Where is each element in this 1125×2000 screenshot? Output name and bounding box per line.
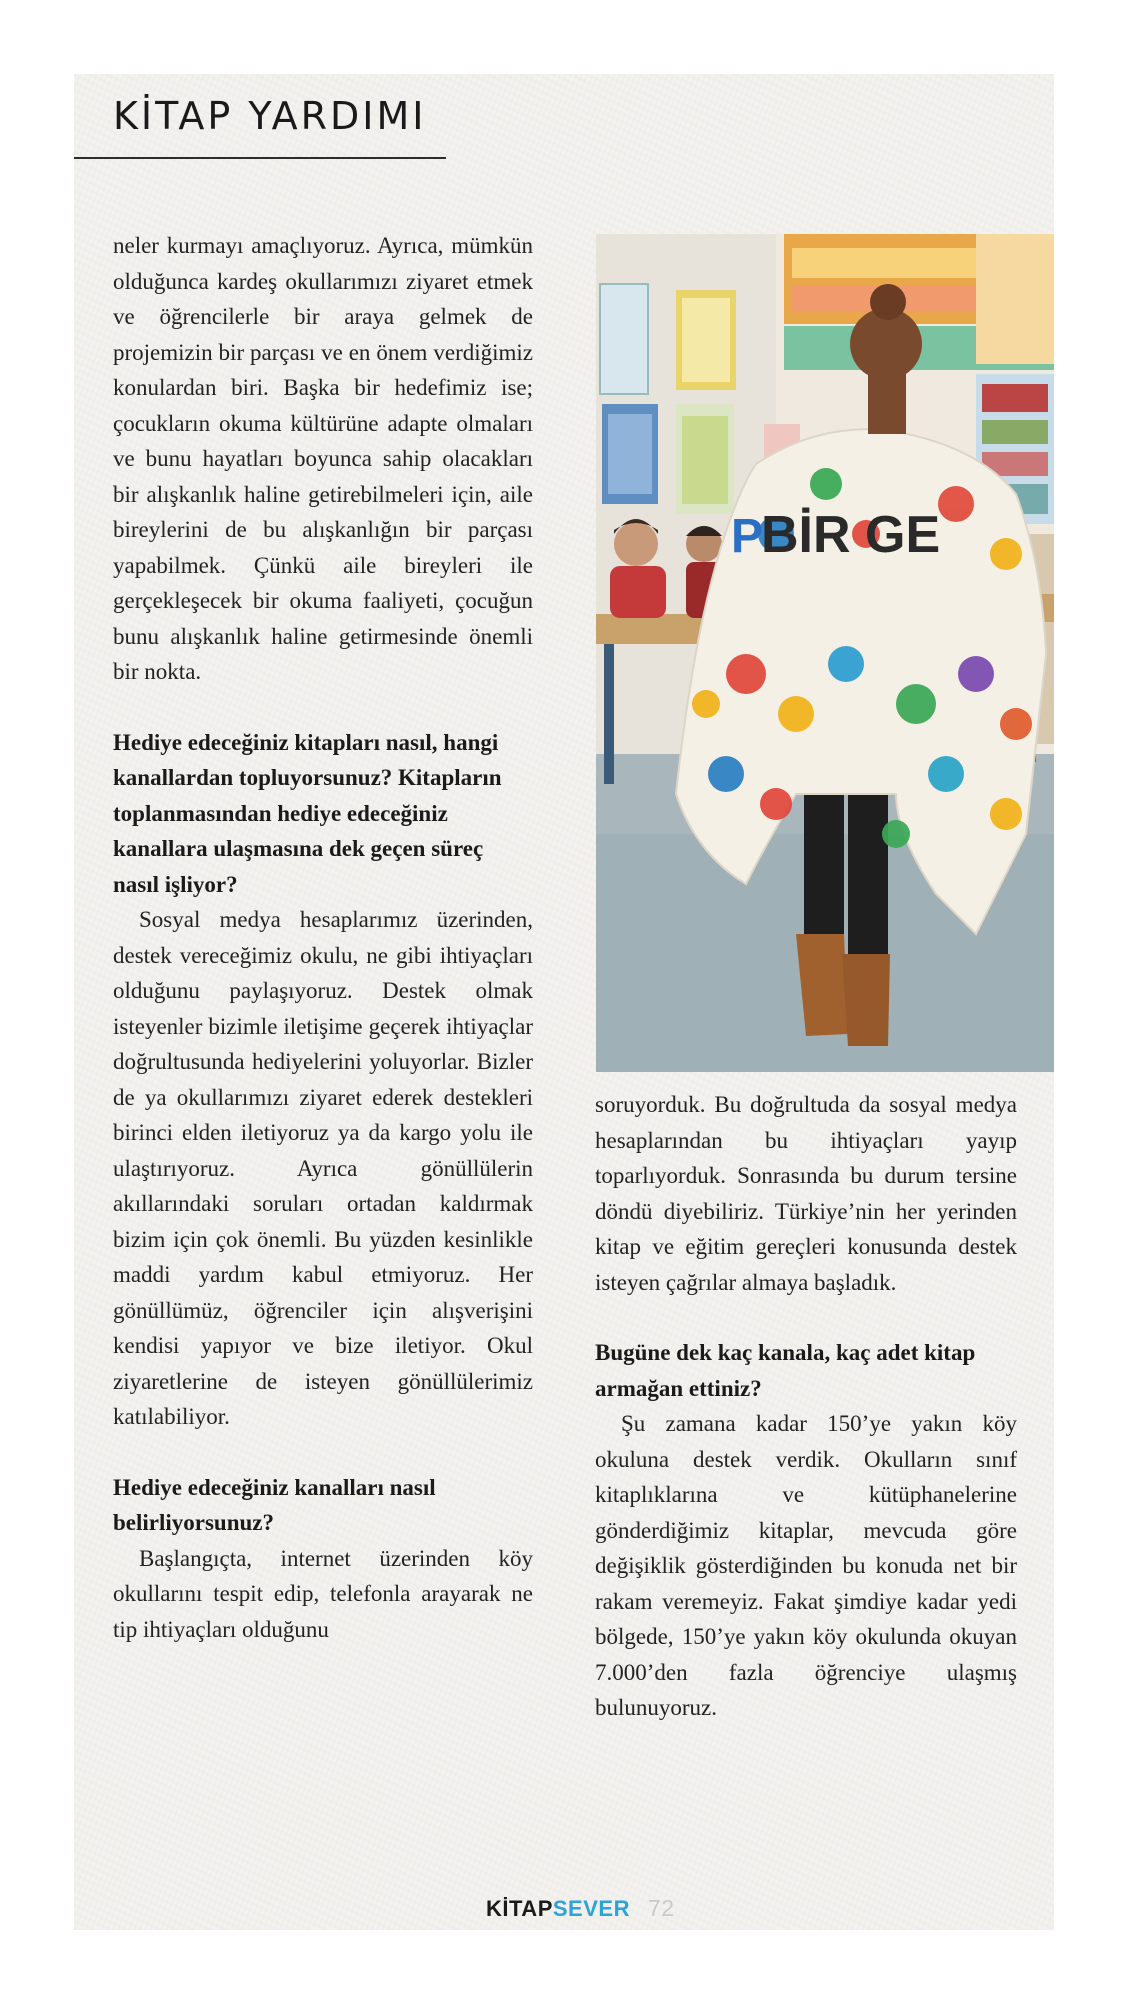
spacer — [113, 1435, 533, 1470]
spacer — [113, 690, 533, 725]
question-heading-channels: Hediye edeceğiniz kanalları nasıl belirliyorsunuz? — [113, 1474, 436, 1535]
classroom-photo — [596, 234, 1054, 1072]
header-divider — [74, 157, 446, 159]
paragraph-goals: neler kurmayı amaçlıyoruz. Ayrıca, mümkün olduğunca kardeş okullarımızı ziyaret etmek ve öğrencilerle bir araya gelmek de projemizin bir parçası ve en önem verdiğimiz konulardan biri. Başka bir hedefimiz ise; çocukların okuma kültürüne adapte olmaları ve bunu hayatları boyunca sahip olacakları bir alışkanlık haline getirebilmeleri için, aile bireylerini de bu alışkanlığın bir parçası yapabilmek. Çünkü aile bireyleri ile gerçekleşecek bir okuma faaliyeti, çocuğun bunu alışkanlık haline getirmesinde önemli bir nokta. — [113, 233, 533, 684]
page-footer — [486, 1895, 675, 1922]
left-column — [113, 228, 533, 1647]
brand-logo-part2: SEVER — [552, 1896, 630, 1921]
cape-lettering-prefix: P — [731, 510, 764, 563]
brand-logo-part1: KİTAP — [486, 1896, 553, 1921]
question-heading-collection: Hediye edeceğiniz kitapları nasıl, hangi kanallardan topluyorsunuz? Kitapların toplanmasından hediye edeceğiniz kanallara ulaşmasına dek geçen süreç nasıl işliyor? — [113, 729, 502, 897]
right-column — [595, 1087, 1017, 1726]
answer-channels: Başlangıçta, internet üzerinden köy okullarını tespit edip, telefonla arayarak ne tip ihtiyaçları olduğunu — [113, 1545, 533, 1642]
section-title: KİTAP YARDIMI — [113, 94, 427, 138]
spacer — [595, 1300, 1017, 1335]
paragraph-continuation: soruyorduk. Bu doğrultuda da sosyal medya hesaplarından bu ihtiyaçları yayıp toparlıyorduk. Sonrasında bu durum tersine döndü diyebiliriz. Türkiye’nin her yerinden kitap ve eğitim gereçleri konusunda destek isteyen çağrılar almaya başladık. — [595, 1092, 1017, 1295]
answer-count: Şu zamana kadar 150’ye yakın köy okuluna destek verdik. Okulların sınıf kitaplıklarına ve kütüphanelerine gönderdiğimiz kitaplar, mevcuda göre değişiklik gösterdiğinden bu konuda net bir rakam veremeyiz. Fakat şimdiye kadar yedi bölgede, 150’ye yakın köy okulunda okuyan 7.000’den fazla öğrenciye ulaşmış bulunuyoruz. — [595, 1411, 1017, 1720]
page-number: 72 — [647, 1895, 675, 1921]
cape-lettering: BİR GE — [761, 506, 941, 564]
answer-collection: Sosyal medya hesaplarımız üzerinden, destek vereceğimiz okulu, ne gibi ihtiyaçları olduğunu paylaşıyoruz. Destek olmak isteyenler bizimle iletişime geçerek ihtiyaçlar doğrultusunda hediyelerini yoluyorlar. Bizler de ya okullarımızı ziyaret ederek destekleri birinci elden iletiyoruz ya da kargo yolu ile ulaştırıyoruz. Ayrıca gönüllülerin akıllarındaki soruları ortadan kaldırmak bizim için çok önemli. Bu yüzden kesinlikle maddi yardım kabul etmiyoruz. Her gönüllümüz, öğrenciler için alışverişini kendisi yapıyor ve bize iletiyor. Okul ziyaretlerine de isteyen gönüllülerimiz katılabiliyor. — [113, 907, 533, 1429]
question-heading-count: Bugüne dek kaç kanala, kaç adet kitap armağan ettiniz? — [595, 1340, 976, 1401]
